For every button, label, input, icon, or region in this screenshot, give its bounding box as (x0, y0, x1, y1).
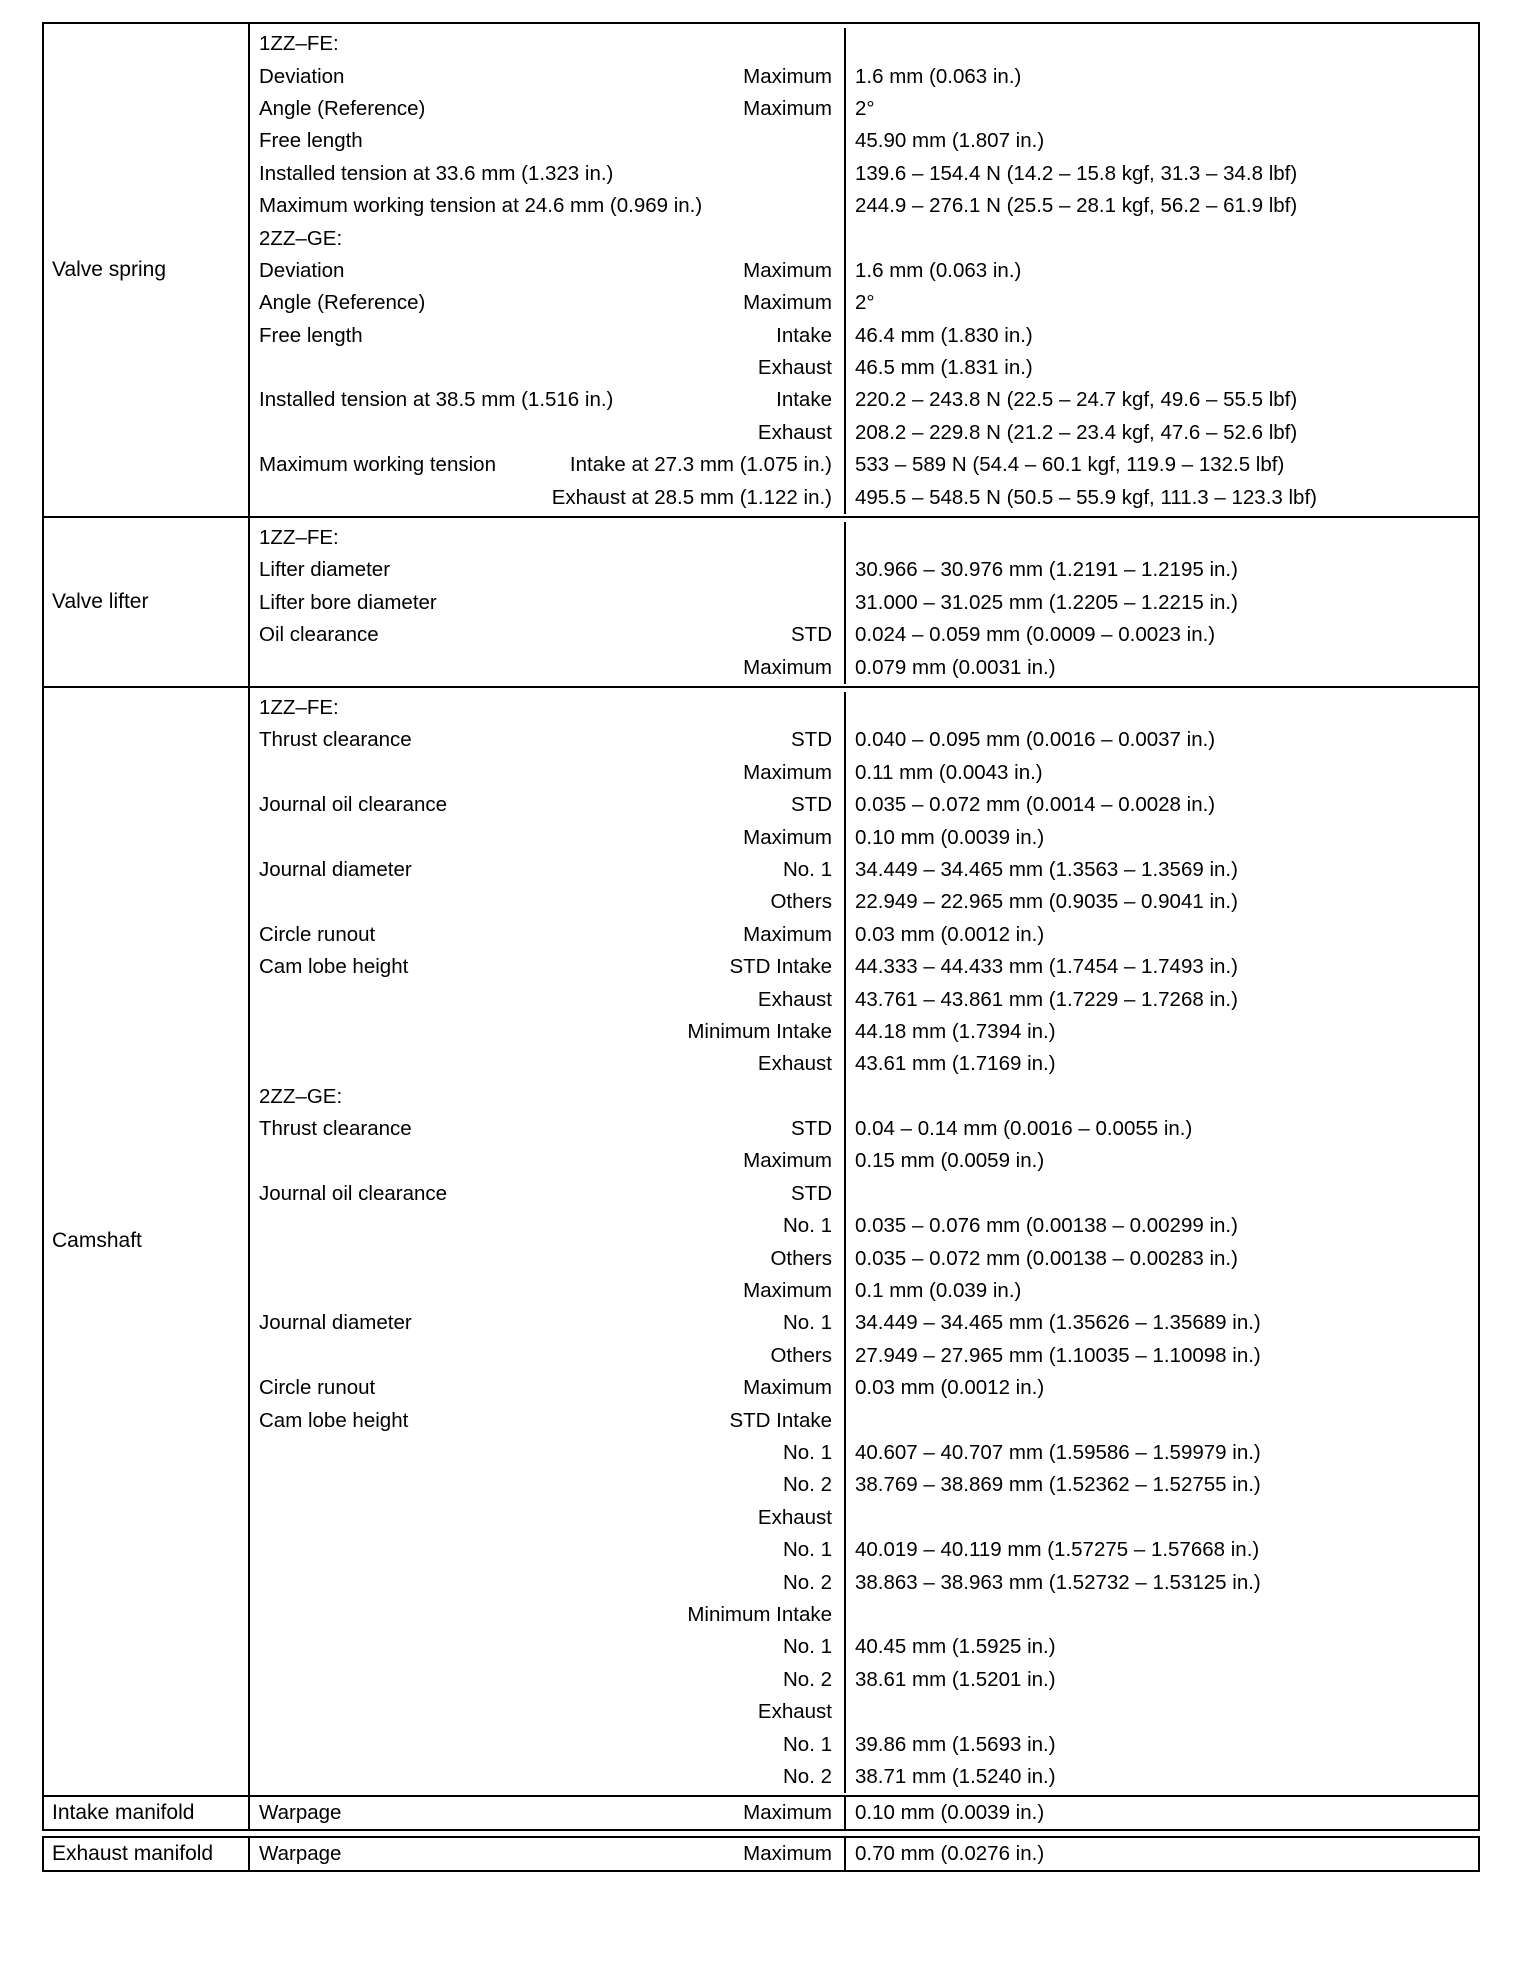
spec-value: 38.71 mm (1.5240 in.) (844, 1761, 1478, 1793)
spec-value: 34.449 – 34.465 mm (1.3563 – 1.3569 in.) (844, 854, 1478, 886)
spec-row (250, 651, 1478, 683)
section-valve-spring (42, 22, 1480, 518)
spec-row (250, 125, 1478, 157)
item-condition-cell (250, 453, 844, 477)
spec-row (250, 951, 1478, 983)
spec-row (250, 28, 1478, 60)
item-label: Deviation (259, 64, 345, 88)
item-label: Free length (259, 129, 363, 153)
spec-row (250, 1210, 1478, 1242)
spec-row (250, 1469, 1478, 1501)
spec-row (250, 789, 1478, 821)
spec-value: 38.769 – 38.869 mm (1.52362 – 1.52755 in.) (844, 1469, 1478, 1501)
condition-label: STD (791, 728, 832, 752)
spec-row (250, 1081, 1478, 1113)
condition-label: Others (770, 1343, 832, 1367)
condition-label: Others (770, 1246, 832, 1270)
spec-value: 2° (844, 93, 1478, 125)
condition-label: Exhaust (757, 987, 832, 1011)
spec-value: 0.11 mm (0.0043 in.) (844, 757, 1478, 789)
spec-row (250, 1761, 1478, 1793)
condition-label: No. 1 (783, 1635, 832, 1659)
spec-value: 1.6 mm (0.063 in.) (844, 255, 1478, 287)
spec-row (250, 1566, 1478, 1598)
item-label: Cam lobe height (259, 1408, 409, 1432)
spec-row (250, 384, 1478, 416)
spec-value: 44.333 – 44.433 mm (1.7454 – 1.7493 in.) (844, 951, 1478, 983)
item-label: Circle runout (259, 922, 376, 946)
item-label: 1ZZ–FE: (259, 696, 339, 719)
spec-row (250, 692, 1478, 724)
item-label: Journal diameter (259, 857, 412, 881)
spec-value: 139.6 – 154.4 N (14.2 – 15.8 kgf, 31.3 – 34.8 lbf) (844, 158, 1478, 190)
condition-label: Maximum (743, 760, 832, 784)
spec-value: 0.024 – 0.059 mm (0.0009 – 0.0023 in.) (844, 619, 1478, 651)
condition-label: Maximum (743, 258, 832, 282)
spec-row (250, 190, 1478, 222)
condition-label: Exhaust at 28.5 mm (1.122 in.) (551, 485, 832, 509)
spec-row (250, 554, 1478, 586)
condition-label: No. 2 (783, 1570, 832, 1594)
item-label: Installed tension at 38.5 mm (1.516 in.) (259, 388, 614, 412)
section-rows (250, 1838, 1478, 1870)
section-category: Valve spring (44, 24, 250, 516)
spec-row (250, 886, 1478, 918)
spec-row (250, 1016, 1478, 1048)
spec-row (250, 983, 1478, 1015)
item-label: Angle (Reference) (259, 96, 426, 120)
condition-label: Maximum (743, 1842, 832, 1866)
condition-label: Maximum (743, 291, 832, 315)
spec-row (250, 821, 1478, 853)
condition-label: Minimum Intake (687, 1019, 832, 1043)
spec-value: 27.949 – 27.965 mm (1.10035 – 1.10098 in.) (844, 1340, 1478, 1372)
section-rows (250, 24, 1478, 516)
spec-row (250, 417, 1478, 449)
item-label: Warpage (259, 1842, 342, 1866)
spec-row (250, 1599, 1478, 1631)
section-rows (250, 688, 1478, 1795)
condition-label: Maximum (743, 96, 832, 120)
spec-value: 0.03 mm (0.0012 in.) (844, 919, 1478, 951)
section-category: Intake manifold (44, 1797, 250, 1829)
condition-label: STD Intake (729, 955, 832, 979)
spec-row (250, 60, 1478, 92)
spec-value: 43.761 – 43.861 mm (1.7229 – 1.7268 in.) (844, 983, 1478, 1015)
spec-row (250, 255, 1478, 287)
spec-value (844, 692, 1478, 724)
spec-row (250, 724, 1478, 756)
spec-row (250, 1437, 1478, 1469)
section-exhaust-manifold (42, 1836, 1480, 1872)
item-label: Thrust clearance (259, 1117, 412, 1141)
condition-label: STD Intake (729, 1408, 832, 1432)
spec-row (250, 1048, 1478, 1080)
spec-value (844, 1404, 1478, 1436)
condition-label: No. 1 (783, 1311, 832, 1335)
spec-value: 208.2 – 229.8 N (21.2 – 23.4 kgf, 47.6 – 52.6 lbf) (844, 417, 1478, 449)
item-label: Lifter bore diameter (259, 590, 437, 614)
item-label: Journal oil clearance (259, 793, 448, 817)
spec-value (844, 1178, 1478, 1210)
spec-value: 0.035 – 0.072 mm (0.0014 – 0.0028 in.) (844, 789, 1478, 821)
spec-row (250, 449, 1478, 481)
spec-row (250, 522, 1478, 554)
item-label: Circle runout (259, 1376, 376, 1400)
section-camshaft (42, 688, 1480, 1797)
spec-value: 40.45 mm (1.5925 in.) (844, 1631, 1478, 1663)
spec-row (250, 1178, 1478, 1210)
spec-value: 244.9 – 276.1 N (25.5 – 28.1 kgf, 56.2 – 61.9 lbf) (844, 190, 1478, 222)
section-rows (250, 518, 1478, 686)
spec-row (250, 320, 1478, 352)
spec-value (844, 28, 1478, 60)
spec-row (250, 1664, 1478, 1696)
item-label: 1ZZ–FE: (259, 32, 339, 56)
condition-label: Exhaust (757, 1505, 832, 1529)
spec-value: 38.863 – 38.963 mm (1.52732 – 1.53125 in.) (844, 1566, 1478, 1598)
section-rows (250, 1797, 1478, 1829)
spec-row (250, 352, 1478, 384)
item-label: Deviation (259, 258, 345, 282)
condition-label: STD (791, 793, 832, 817)
spec-row (250, 287, 1478, 319)
spec-value (844, 1696, 1478, 1728)
spec-row (250, 1728, 1478, 1760)
condition-label: No. 1 (783, 1214, 832, 1238)
condition-label: STD (791, 1117, 832, 1141)
spec-row (250, 757, 1478, 789)
condition-label: No. 1 (783, 857, 832, 881)
condition-label: No. 2 (783, 1473, 832, 1497)
condition-label: Others (770, 890, 832, 914)
condition-label: No. 1 (783, 1732, 832, 1756)
spec-row (250, 1340, 1478, 1372)
spec-value: 44.18 mm (1.7394 in.) (844, 1016, 1478, 1048)
spec-row (250, 919, 1478, 951)
section-category: Camshaft (44, 688, 250, 1795)
spec-table (42, 22, 1480, 1872)
spec-row (250, 1275, 1478, 1307)
spec-value: 34.449 – 34.465 mm (1.35626 – 1.35689 in.) (844, 1307, 1478, 1339)
condition-label: Intake (776, 388, 832, 412)
condition-label: Exhaust (757, 356, 832, 380)
item-label: Thrust clearance (259, 728, 412, 752)
spec-value: 40.019 – 40.119 mm (1.57275 – 1.57668 in.) (844, 1534, 1478, 1566)
condition-label: Exhaust (757, 1052, 832, 1076)
spec-row (250, 1145, 1478, 1177)
spec-row (250, 1242, 1478, 1274)
condition-label: No. 2 (783, 1667, 832, 1691)
item-label: Maximum working tension (259, 453, 496, 477)
spec-row (250, 1838, 1478, 1870)
item-label: Journal diameter (259, 1311, 412, 1335)
spec-row (250, 1534, 1478, 1566)
item-label: Journal oil clearance (259, 1181, 448, 1205)
condition-label: Intake (776, 323, 832, 347)
spec-value: 0.04 – 0.14 mm (0.0016 – 0.0055 in.) (844, 1113, 1478, 1145)
spec-value: 0.035 – 0.072 mm (0.00138 – 0.00283 in.) (844, 1242, 1478, 1274)
section-intake-manifold (42, 1797, 1480, 1831)
condition-label: Exhaust (757, 1700, 832, 1724)
condition-label: Maximum (743, 1801, 832, 1825)
spec-row (250, 1631, 1478, 1663)
spec-row (250, 854, 1478, 886)
spec-value: 45.90 mm (1.807 in.) (844, 125, 1478, 157)
spec-value: 0.10 mm (0.0039 in.) (844, 1797, 1478, 1829)
item-label: Cam lobe height (259, 955, 409, 979)
item-label: 1ZZ–FE: (259, 526, 339, 550)
condition-label: Minimum Intake (687, 1602, 832, 1626)
spec-value: 495.5 – 548.5 N (50.5 – 55.9 kgf, 111.3 – 123.3 lbf) (844, 481, 1478, 513)
spec-value: 0.03 mm (0.0012 in.) (844, 1372, 1478, 1404)
item-label: Maximum working tension at 24.6 mm (0.969 in.) (259, 194, 703, 218)
spec-value: 0.1 mm (0.039 in.) (844, 1275, 1478, 1307)
condition-label: STD (791, 1181, 832, 1205)
item-condition-cell (250, 486, 844, 510)
spec-row (250, 222, 1478, 254)
spec-row (250, 1113, 1478, 1145)
spec-value (844, 1502, 1478, 1534)
spec-value: 0.10 mm (0.0039 in.) (844, 821, 1478, 853)
spec-row (250, 158, 1478, 190)
spec-value: 2° (844, 287, 1478, 319)
spec-value: 0.079 mm (0.0031 in.) (844, 651, 1478, 683)
section-category: Valve lifter (44, 518, 250, 686)
condition-label: Maximum (743, 1149, 832, 1173)
condition-label: Maximum (743, 922, 832, 946)
spec-value: 22.949 – 22.965 mm (0.9035 – 0.9041 in.) (844, 886, 1478, 918)
item-label: 2ZZ–GE: (259, 226, 343, 250)
spec-value: 0.035 – 0.076 mm (0.00138 – 0.00299 in.) (844, 1210, 1478, 1242)
condition-label: Maximum (743, 655, 832, 679)
spec-value: 0.15 mm (0.0059 in.) (844, 1145, 1478, 1177)
spec-value: 533 – 589 N (54.4 – 60.1 kgf, 119.9 – 132.5 lbf) (844, 449, 1478, 481)
condition-label: Intake at 27.3 mm (1.075 in.) (569, 453, 832, 477)
item-label: Free length (259, 323, 363, 347)
item-label: Lifter diameter (259, 558, 391, 582)
spec-value (844, 1599, 1478, 1631)
condition-label: No. 1 (783, 1440, 832, 1464)
spec-value (844, 222, 1478, 254)
condition-label: Maximum (743, 64, 832, 88)
spec-row (250, 1372, 1478, 1404)
item-label: Installed tension at 33.6 mm (1.323 in.) (259, 161, 614, 185)
spec-row (250, 587, 1478, 619)
item-label: Angle (Reference) (259, 291, 426, 315)
spec-value: 46.4 mm (1.830 in.) (844, 320, 1478, 352)
spec-value: 46.5 mm (1.831 in.) (844, 352, 1478, 384)
spec-value: 38.61 mm (1.5201 in.) (844, 1664, 1478, 1696)
condition-label: Exhaust (757, 420, 832, 444)
spec-value: 40.607 – 40.707 mm (1.59586 – 1.59979 in.) (844, 1437, 1478, 1469)
spec-value (844, 522, 1478, 554)
condition-label: No. 2 (783, 1764, 832, 1788)
condition-label: No. 1 (783, 1538, 832, 1562)
spec-row (250, 481, 1478, 513)
section-valve-lifter (42, 518, 1480, 688)
spec-value: 1.6 mm (0.063 in.) (844, 60, 1478, 92)
spec-value: 39.86 mm (1.5693 in.) (844, 1728, 1478, 1760)
spec-value: 0.040 – 0.095 mm (0.0016 – 0.0037 in.) (844, 724, 1478, 756)
spec-row (250, 1797, 1478, 1829)
spec-value: 31.000 – 31.025 mm (1.2205 – 1.2215 in.) (844, 587, 1478, 619)
condition-label: STD (791, 623, 832, 647)
spec-row (250, 1502, 1478, 1534)
spec-value (844, 1081, 1478, 1113)
spec-value: 30.966 – 30.976 mm (1.2191 – 1.2195 in.) (844, 554, 1478, 586)
item-label: 2ZZ–GE: (259, 1084, 343, 1108)
condition-label: Maximum (743, 825, 832, 849)
spec-row (250, 1307, 1478, 1339)
spec-row (250, 93, 1478, 125)
spec-row (250, 1696, 1478, 1728)
item-label: Oil clearance (259, 623, 379, 647)
item-label: Warpage (259, 1801, 342, 1825)
condition-label: Maximum (743, 1376, 832, 1400)
section-category: Exhaust manifold (44, 1838, 250, 1870)
spec-row (250, 1404, 1478, 1436)
spec-row (250, 619, 1478, 651)
spec-value: 43.61 mm (1.7169 in.) (844, 1048, 1478, 1080)
spec-value: 220.2 – 243.8 N (22.5 – 24.7 kgf, 49.6 – 55.5 lbf) (844, 384, 1478, 416)
spec-value: 0.70 mm (0.0276 in.) (844, 1838, 1478, 1870)
condition-label: Maximum (743, 1279, 832, 1303)
